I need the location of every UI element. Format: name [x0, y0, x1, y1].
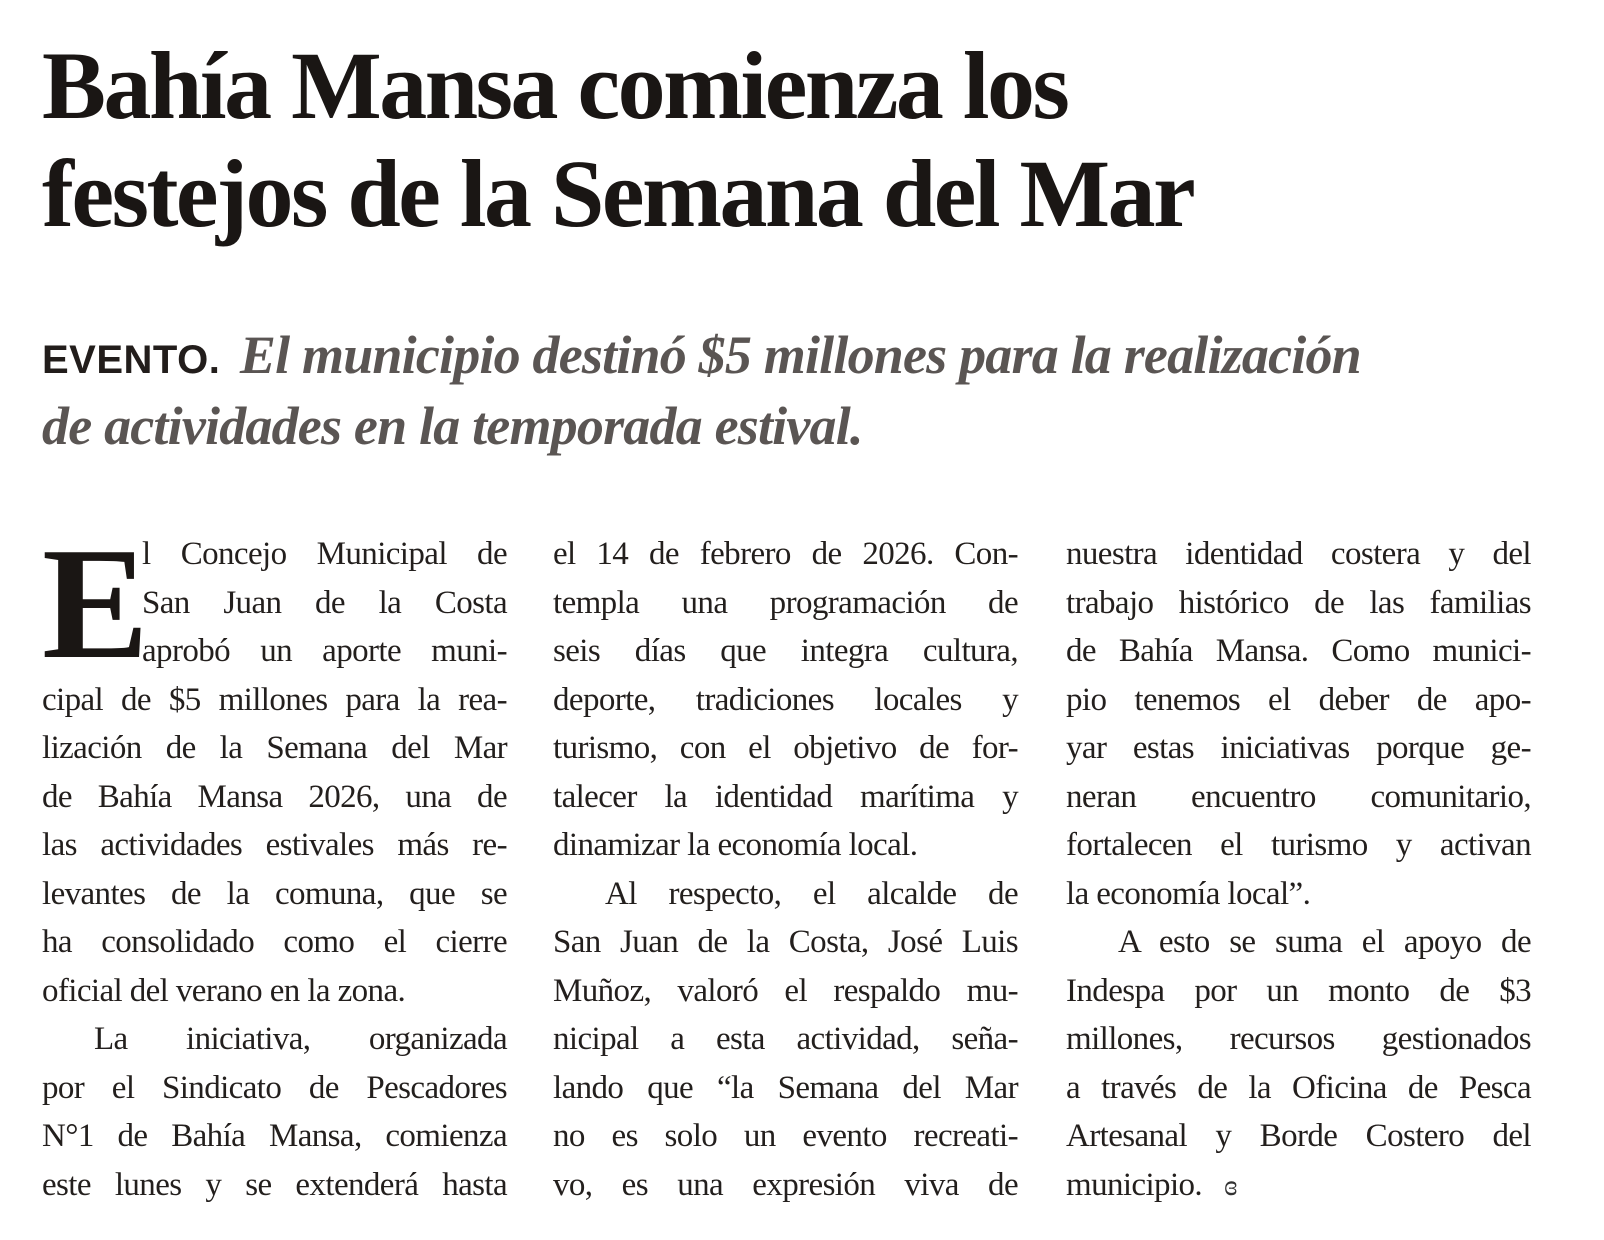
- body-line: turismo, con el objetivo de for-: [553, 730, 1018, 766]
- body-line: cipal de $5 millones para la rea-: [42, 681, 507, 718]
- drop-cap: E: [42, 514, 149, 692]
- body-line: no es solo un evento recreati-: [553, 1118, 1018, 1154]
- body-line: fortalecen el turismo y activan: [1066, 827, 1531, 863]
- body-line: millones, recursos gestionados: [1066, 1021, 1531, 1057]
- body-line: por el Sindicato de Pescadores: [42, 1069, 507, 1106]
- body-line: l Concejo Municipal de: [142, 536, 507, 572]
- body-line: Muñoz, valoró el respaldo mu-: [553, 972, 1018, 1009]
- body-line: deporte, tradiciones locales y: [553, 681, 1018, 718]
- body-line: La iniciativa, organizada: [94, 1021, 507, 1057]
- body-line-text: municipio.: [1066, 1166, 1203, 1203]
- headline-line: festejos de la Semana del Mar: [42, 140, 1194, 247]
- body-line: ha consolidado como el cierre: [42, 924, 507, 960]
- body-column-2: [553, 530, 1018, 1209]
- body-line: yar estas iniciativas porque ge-: [1066, 730, 1531, 766]
- body-line: lización de la Semana del Mar: [42, 730, 507, 766]
- body-line: Artesanal y Borde Costero del: [1066, 1118, 1531, 1154]
- body-line: N°1 de Bahía Mansa, comienza: [42, 1118, 507, 1154]
- body-line: las actividades estivales más re-: [42, 827, 507, 863]
- body-line: dinamizar la economía local.: [553, 827, 918, 863]
- body-line: neran encuentro comunitario,: [1066, 778, 1531, 815]
- body-line: oficial del verano en la zona.: [42, 972, 406, 1009]
- body-column-3: [1066, 530, 1531, 1209]
- body-line: de Bahía Mansa 2026, una de: [42, 778, 507, 815]
- body-line: San Juan de la Costa, José Luis: [553, 924, 1018, 960]
- body-line: seis días que integra cultura,: [553, 633, 1018, 669]
- body-line: Indespa por un monto de $3: [1066, 972, 1531, 1009]
- body-line: templa una programación de: [553, 584, 1018, 621]
- end-of-article-icon: ɞ: [1224, 1168, 1237, 1202]
- body-line: de Bahía Mansa. Como munici-: [1066, 633, 1531, 669]
- body-line: nicipal a esta actividad, seña-: [553, 1021, 1018, 1057]
- body-line: levantes de la comuna, que se: [42, 875, 507, 912]
- body-line: lando que “la Semana del Mar: [553, 1069, 1018, 1106]
- body-line: nuestra identidad costera y del: [1066, 536, 1531, 572]
- body-line: el 14 de febrero de 2026. Con-: [553, 536, 1018, 572]
- body-line-final: [1066, 1161, 1531, 1210]
- body-line: este lunes y se extenderá hasta: [42, 1166, 507, 1203]
- body-line: la economía local”.: [1066, 875, 1311, 912]
- body-line: Al respecto, el alcalde de: [605, 875, 1018, 912]
- headline-line: Bahía Mansa comienza los: [42, 32, 1068, 139]
- body-column-1: [42, 514, 507, 1209]
- body-line: talecer la identidad marítima y: [553, 778, 1018, 815]
- body-line: a través de la Oficina de Pesca: [1066, 1069, 1531, 1106]
- body-line: pio tenemos el deber de apo-: [1066, 681, 1531, 718]
- deck-line: El municipio destinó $5 millones para la realización: [239, 325, 1361, 385]
- body-line: San Juan de la Costa: [142, 584, 507, 621]
- body-line: A esto se suma el apoyo de: [1118, 924, 1531, 960]
- body-line: vo, es una expresión viva de: [553, 1166, 1018, 1203]
- body-line: aprobó un aporte muni-: [142, 633, 507, 669]
- headline: [42, 32, 1562, 248]
- body-line: trabajo histórico de las familias: [1066, 584, 1531, 621]
- deck-line: de actividades en la temporada estival.: [42, 396, 863, 456]
- section-kicker: EVENTO.: [42, 338, 221, 382]
- deck: [42, 322, 1572, 459]
